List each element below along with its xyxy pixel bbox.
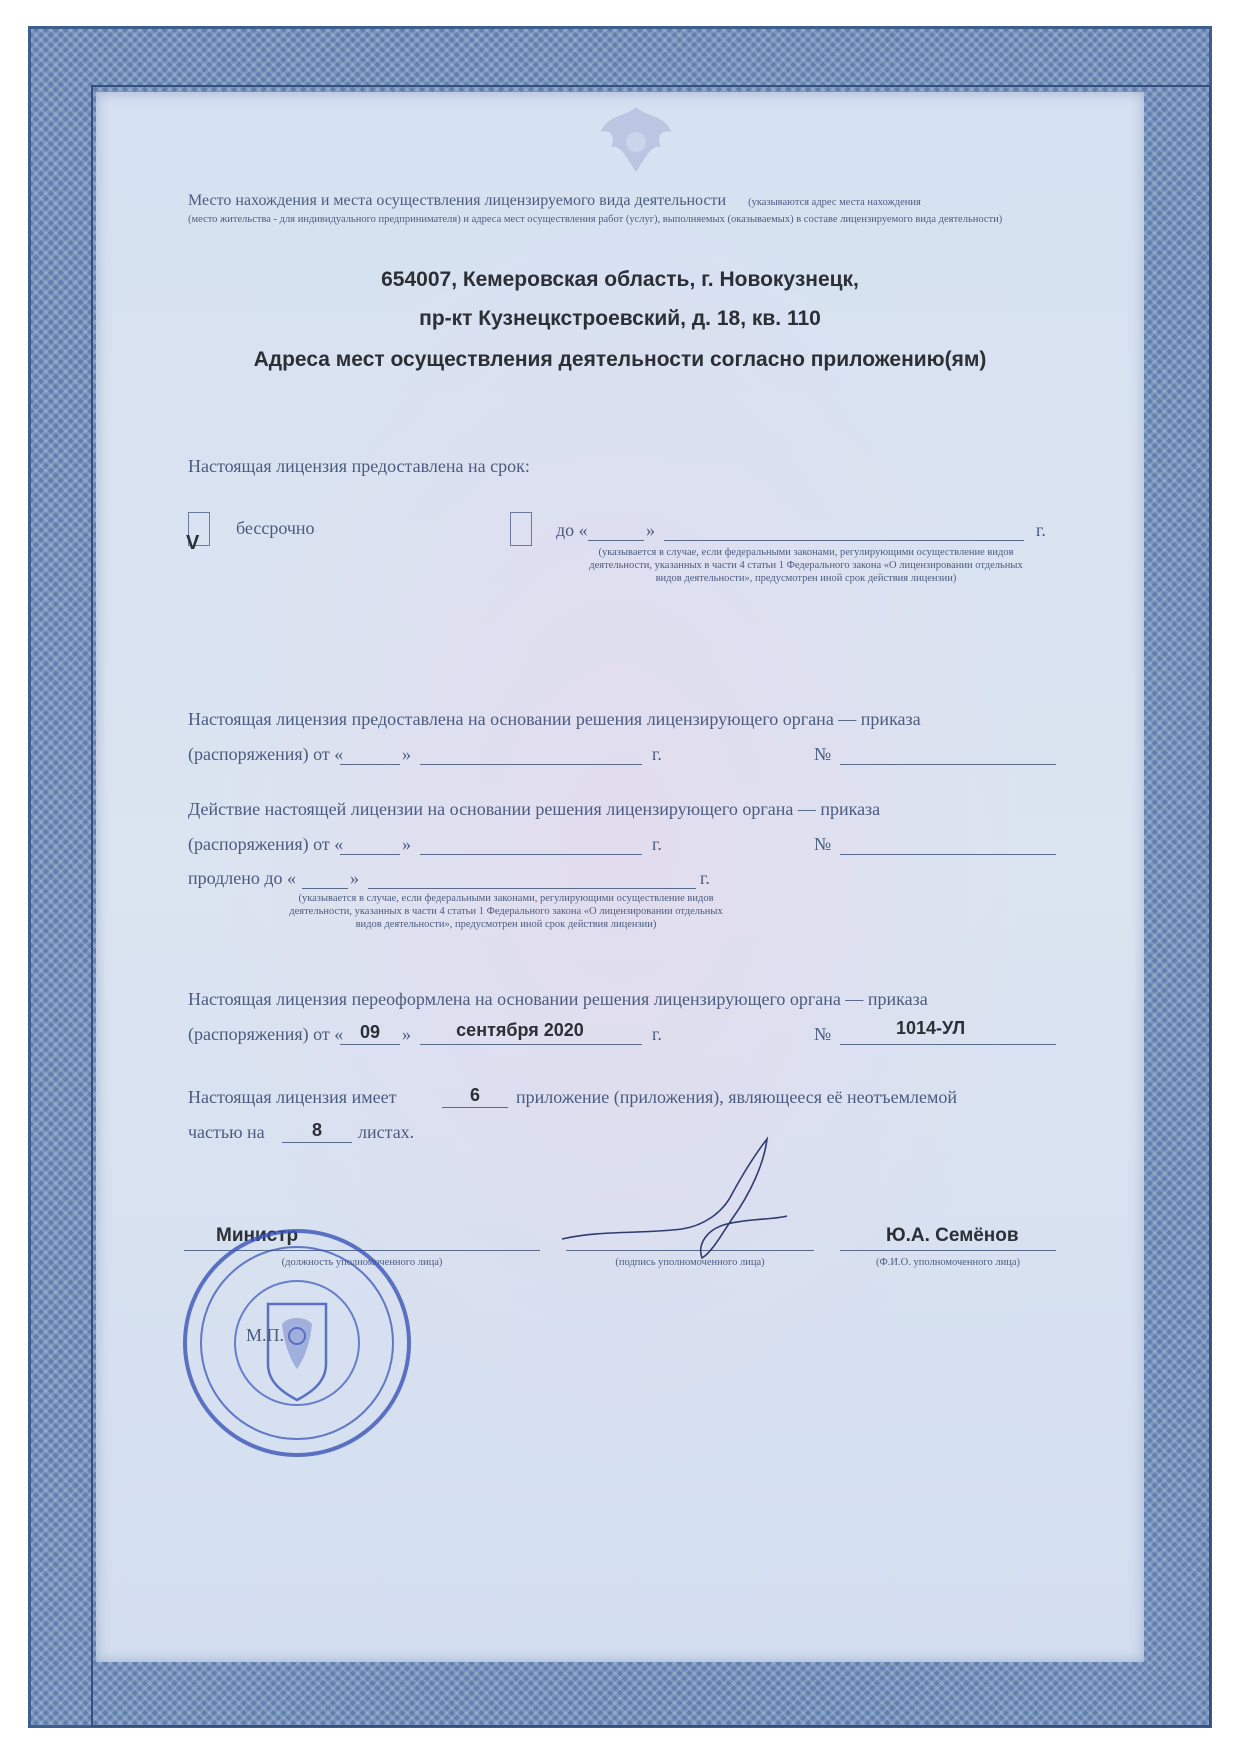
extended-until-year-suffix: г. (700, 868, 710, 888)
reissued-line-2-prefix: (распоряжения) от « (188, 1024, 344, 1044)
appendix-count-line (442, 1107, 508, 1108)
granted-quote-close: » (402, 744, 411, 764)
reissued-number: 1014-УЛ (896, 1018, 966, 1038)
name-line (840, 1250, 1056, 1251)
location-heading: Место нахождения и места осуществления лицензируемого вида деятельности (указываются адрес места нахождения (188, 192, 921, 209)
reissued-number-sign: № (814, 1024, 832, 1044)
extended-day-line (340, 854, 400, 855)
eagle-emblem-icon (586, 97, 686, 197)
location-hint: (место жительства - для индивидуального предпринимателя) и адреса мест осуществления работ (услуг), выполняемых (оказываемых) в составе лицензируемого вида деятельности) (188, 214, 1003, 225)
extended-until-day-line (302, 888, 348, 889)
address-line-3: Адреса мест осуществления деятельности согласно приложению(ям) (253, 348, 987, 371)
reissued-quote-close: » (402, 1024, 411, 1044)
reissued-line-1: Настоящая лицензия переоформлена на основании решения лицензирующего органа — приказа (188, 989, 928, 1009)
until-year-suffix: г. (1036, 520, 1046, 540)
appendix-sheets-suffix: листах. (358, 1122, 415, 1142)
indefinite-check-mark: V (186, 532, 200, 554)
signer-name: Ю.А. Семёнов (886, 1225, 1019, 1246)
appendix-sheets-line (282, 1142, 352, 1143)
document-paper (96, 92, 1144, 1662)
address-line-2: пр-кт Кузнецкстроевский, д. 18, кв. 110 (419, 307, 821, 330)
seal-mark: М.П. (246, 1325, 285, 1345)
until-date-line (664, 540, 1024, 541)
appendix-sheets: 8 (311, 1120, 322, 1140)
until-hint: (указывается в случае, если федеральными законами, регулирующими осуществление видов деятельности, указанных в части 4 статьи 1 Федерального закона «О лицензировании отдельных видов деятельности», предусмотрен иной срок действия лицензии) (589, 547, 1023, 584)
extended-line-1: Действие настоящей лицензии на основании решения лицензирующего органа — приказа (188, 799, 881, 819)
position-hint: (должность уполномоченного лица) (281, 1257, 443, 1268)
granted-number-sign: № (814, 744, 832, 764)
reissued-number-line (840, 1044, 1056, 1045)
granted-line-2-prefix: (распоряжения) от « (188, 744, 344, 764)
indefinite-label: бессрочно (236, 518, 315, 538)
extended-until-quote-close: » (350, 868, 359, 888)
extended-until-prefix: продлено до « (188, 868, 297, 888)
address-line-1: 654007, Кемеровская область, г. Новокузнецк, (381, 268, 859, 291)
location-hint-inline: (указываются адрес места нахождения (748, 197, 921, 208)
appendix-middle: приложение (приложения), являющееся её неотъемлемой (516, 1087, 957, 1107)
granted-day-line (340, 764, 400, 765)
extended-number-sign: № (814, 834, 832, 854)
appendix-count: 6 (469, 1085, 480, 1105)
extended-quote-close: » (402, 834, 411, 854)
reissued-month-year: сентября 2020 (456, 1020, 584, 1040)
signer-position: Министр (216, 1225, 299, 1246)
extended-year-suffix: г. (652, 834, 662, 854)
until-checkbox (510, 512, 532, 546)
handwritten-signature (552, 1134, 792, 1262)
until-quote-close: » (646, 520, 655, 540)
reissued-day-line (340, 1044, 400, 1045)
reissued-day: 09 (359, 1022, 381, 1042)
official-seal (178, 1224, 416, 1462)
granted-line-1: Настоящая лицензия предоставлена на основании решения лицензирующего органа — приказа (188, 709, 921, 729)
extended-date-line (420, 854, 642, 855)
granted-number-line (840, 764, 1056, 765)
reissued-date-line (420, 1044, 642, 1045)
extended-hint: (указывается в случае, если федеральными законами, регулирующими осуществление видов деятельности, указанных в части 4 статьи 1 Федерального закона «О лицензировании отдельных видов деятельности», предусмотрен иной срок действия лицензии) (289, 893, 723, 930)
appendix-part-prefix: частью на (188, 1122, 265, 1142)
extended-line-2-prefix: (распоряжения) от « (188, 834, 344, 854)
appendix-prefix: Настоящая лицензия имеет (188, 1087, 397, 1107)
until-prefix: до « (556, 520, 588, 540)
term-heading: Настоящая лицензия предоставлена на срок: (188, 456, 530, 476)
granted-year-suffix: г. (652, 744, 662, 764)
signature-hint: (подпись уполномоченного лица) (615, 1257, 765, 1268)
extended-until-date-line (368, 888, 696, 889)
name-hint: (Ф.И.О. уполномоченного лица) (876, 1257, 1020, 1268)
extended-number-line (840, 854, 1056, 855)
granted-date-line (420, 764, 642, 765)
reissued-year-suffix: г. (652, 1024, 662, 1044)
until-day-line (588, 540, 644, 541)
